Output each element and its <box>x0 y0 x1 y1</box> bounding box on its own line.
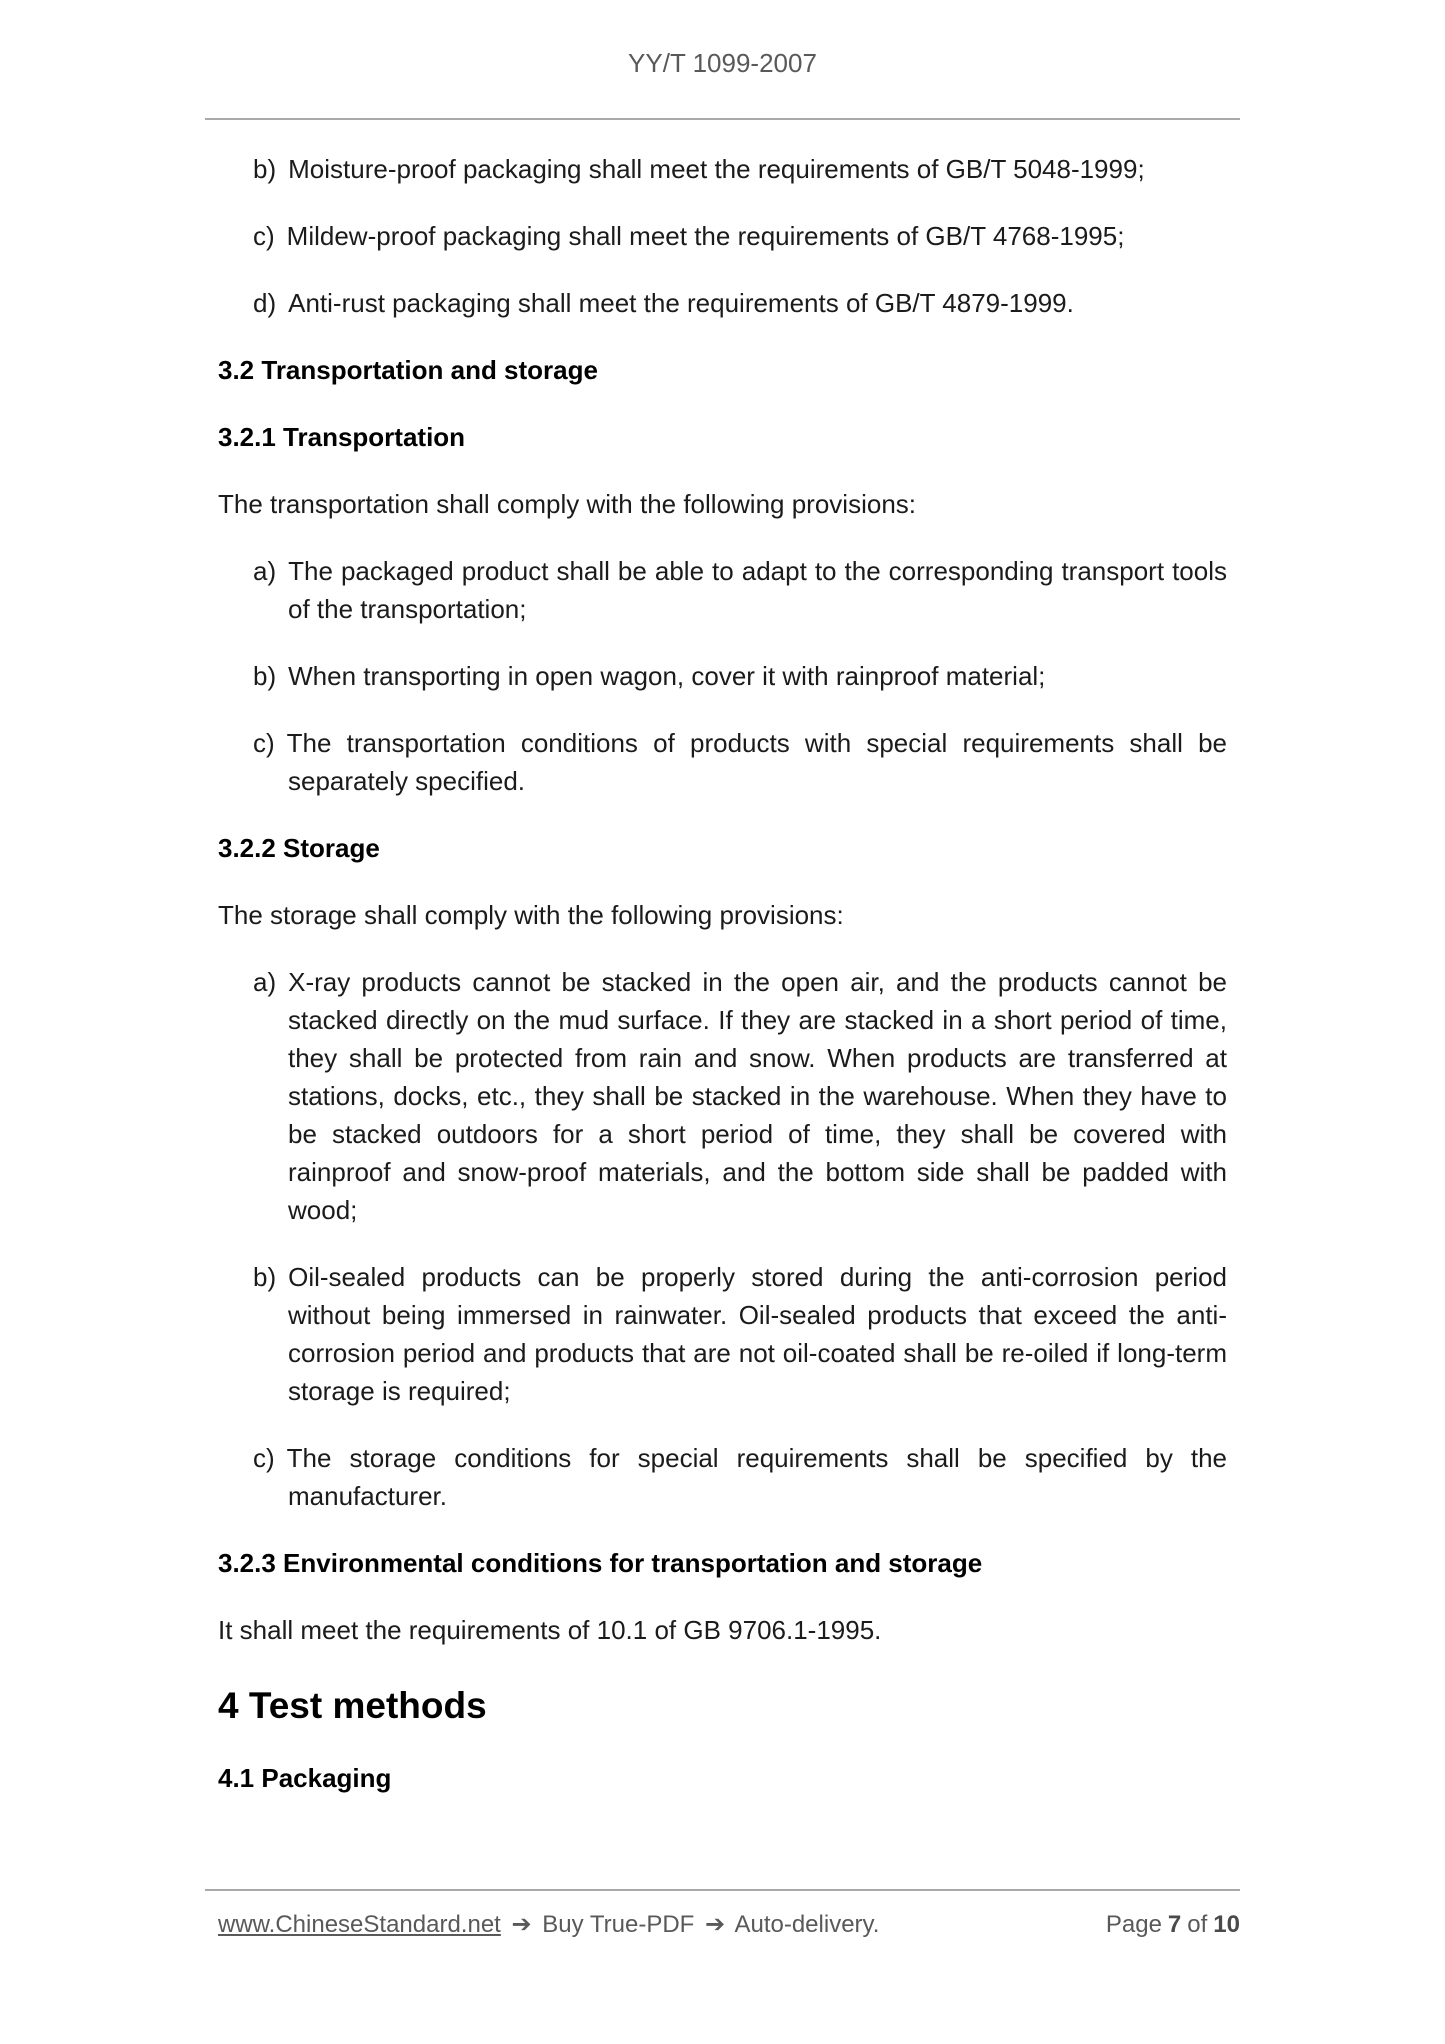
page-total: 10 <box>1213 1911 1240 1938</box>
footer-source-line <box>205 1909 879 1941</box>
chapter-heading-4: 4 Test methods <box>218 1685 487 1726</box>
arrow-right-icon: ➔ <box>705 1911 726 1938</box>
list-item-label: c) <box>253 221 275 251</box>
arrow-right-icon: ➔ <box>511 1911 532 1938</box>
list-item-label: b) <box>253 154 277 184</box>
list-item <box>218 150 1227 188</box>
paragraph: The transportation shall comply with the following provisions: <box>218 489 917 519</box>
list-item-label: a) <box>253 967 277 997</box>
doc-number: YY/T 1099-2007 <box>628 48 817 78</box>
list-item <box>218 552 1227 628</box>
footer-website-link[interactable]: www.ChineseStandard.net <box>218 1911 501 1938</box>
footer-buy-text: Buy True-PDF <box>542 1911 695 1938</box>
list-item <box>218 657 1227 695</box>
footer-delivery-text: Auto-delivery. <box>734 1911 880 1938</box>
list-item-label: a) <box>253 556 277 586</box>
page-word: Page <box>1105 1911 1162 1938</box>
list-item-text: X-ray products cannot be stacked in the open air, and the products cannot be stacked directly on the mud surface. If they are stacked in a short period of time, they shall be protected from rain and snow. When products are transferred at stations, docks, etc., they shall be stacked in the warehouse. When they have to be stacked outdoors for a short period of time, they shall be covered with rainproof and snow-proof materials, and the bottom side shall be padded with wood; <box>288 967 1227 1225</box>
list-item <box>218 1258 1227 1410</box>
paragraph: It shall meet the requirements of 10.1 of GB 9706.1-1995. <box>218 1615 882 1645</box>
header-rule <box>205 118 1240 120</box>
page-current: 7 <box>1167 1911 1182 1938</box>
page-footer <box>205 1889 1240 1941</box>
list-item <box>218 724 1227 800</box>
list-item-text: Mildew-proof packaging shall meet the requirements of GB/T 4768-1995; <box>286 221 1125 251</box>
list-item <box>218 284 1227 322</box>
list-item-text: The storage conditions for special requirements shall be specified by the manufacturer. <box>286 1443 1227 1511</box>
list-item-text: Anti-rust packaging shall meet the requirements of GB/T 4879-1999. <box>288 288 1074 318</box>
list-item-text: The transportation conditions of products with special requirements shall be separately specified. <box>286 728 1227 796</box>
list-item <box>218 963 1227 1229</box>
list-item <box>218 1439 1227 1515</box>
list-item-label: b) <box>253 661 277 691</box>
paragraph: The storage shall comply with the following provisions: <box>218 900 844 930</box>
section-heading-3-2-3: 3.2.3 Environmental conditions for transportation and storage <box>218 1548 983 1578</box>
list-item-text: Oil-sealed products can be properly stored during the anti-corrosion period without being immersed in rainwater. Oil-sealed products that exceed the anti-corrosion period and products that are not oil-coated shall be re-oiled if long-term storage is required; <box>288 1262 1227 1406</box>
list-item-label: b) <box>253 1262 277 1292</box>
section-heading-3-2: 3.2 Transportation and storage <box>218 355 598 385</box>
section-heading-4-1: 4.1 Packaging <box>218 1763 392 1793</box>
page-indicator <box>1100 1909 1240 1941</box>
section-heading-3-2-2: 3.2.2 Storage <box>218 833 380 863</box>
section-heading-3-2-1: 3.2.1 Transportation <box>218 422 466 452</box>
list-item-text: Moisture-proof packaging shall meet the requirements of GB/T 5048-1999; <box>288 154 1145 184</box>
of-word: of <box>1187 1911 1208 1938</box>
list-item-label: c) <box>253 1443 275 1473</box>
list-item-text: The packaged product shall be able to adapt to the corresponding transport tools of the transportation; <box>288 556 1227 624</box>
list-item-text: When transporting in open wagon, cover it with rainproof material; <box>288 661 1046 691</box>
list-item-label: d) <box>253 288 277 318</box>
document-content <box>218 150 1227 1797</box>
list-item-label: c) <box>253 728 275 758</box>
list-item <box>218 217 1227 255</box>
